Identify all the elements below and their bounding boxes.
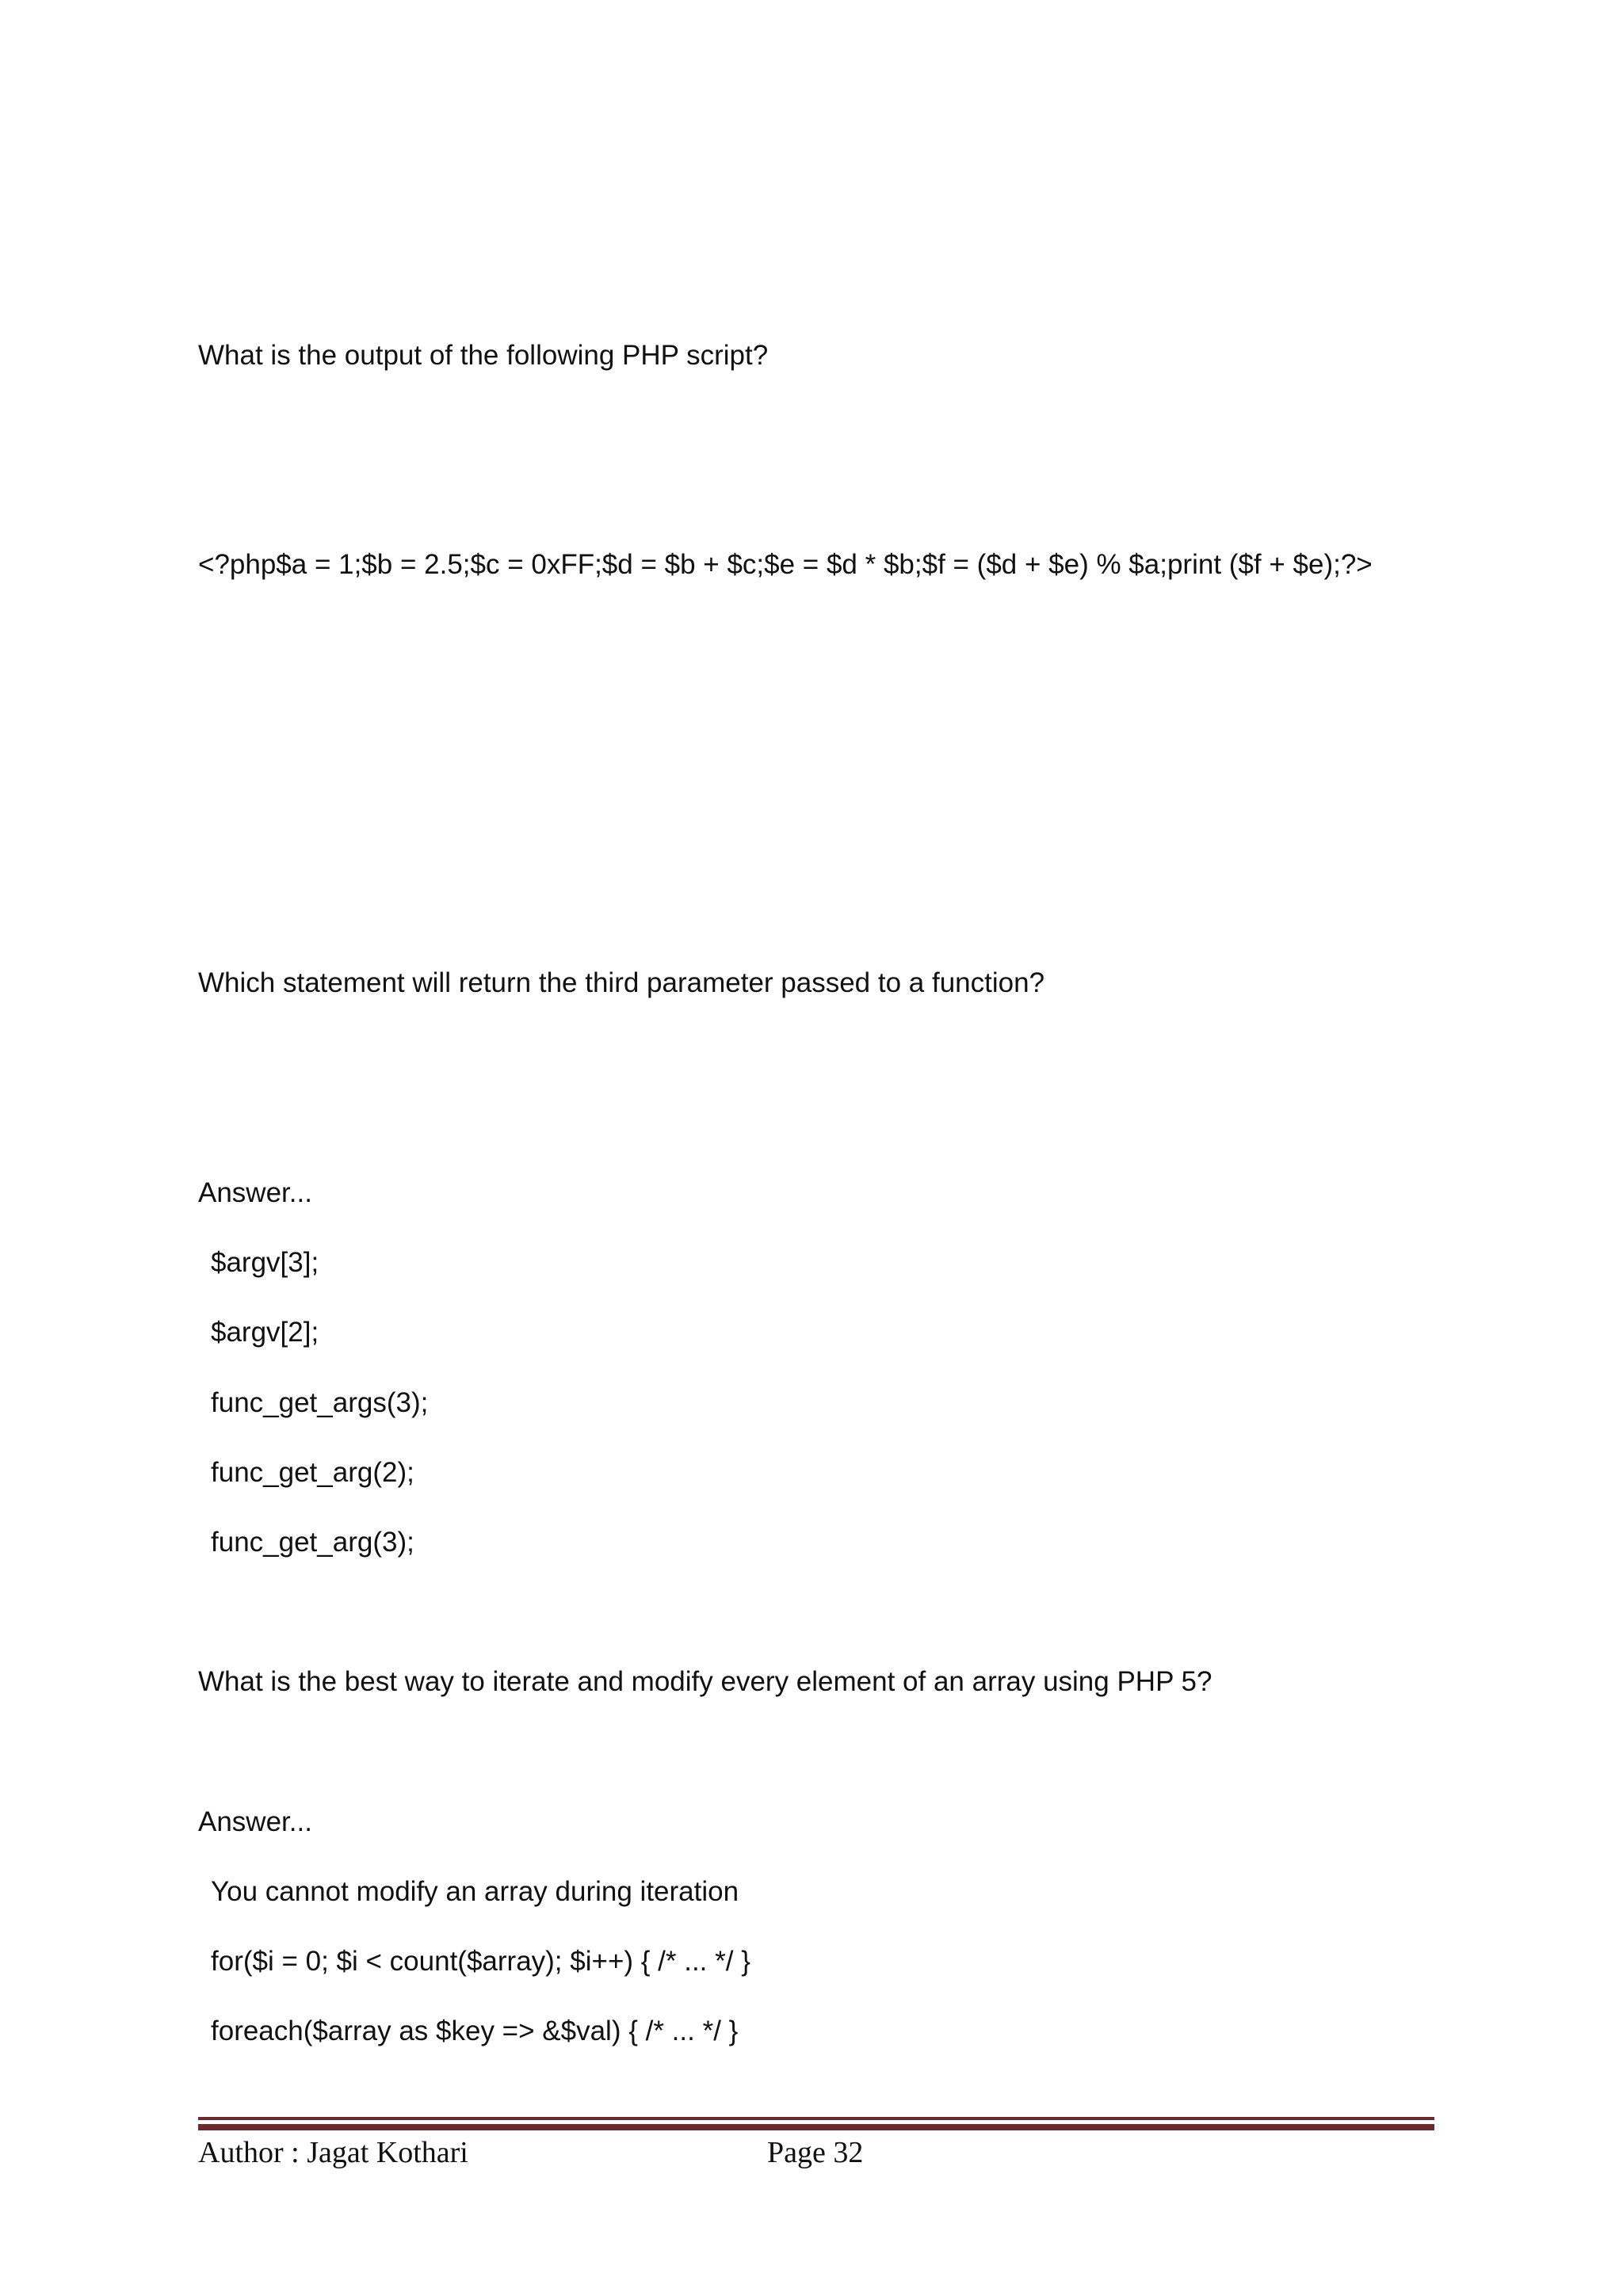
answer-option-5: func_get_arg(3); — [211, 1527, 414, 1558]
answer-label-1: Answer... — [198, 1177, 312, 1208]
answer-option-2: $argv[2]; — [211, 1317, 319, 1348]
answer-option-3: func_get_args(3); — [211, 1387, 429, 1418]
answer-label-2: Answer... — [198, 1806, 312, 1837]
answer-option-4: func_get_arg(2); — [211, 1457, 414, 1488]
footer-author: Author : Jagat Kothari — [198, 2136, 468, 2169]
footer-page-number: Page 32 — [767, 2136, 864, 2169]
question-2: Which statement will return the third parameter passed to a function? — [198, 967, 1045, 998]
answer-option-1: $argv[3]; — [211, 1247, 319, 1278]
question-1: What is the output of the following PHP script? — [198, 340, 769, 371]
answer-option-8: foreach($array as $key => &$val) { /* ... */ } — [211, 2016, 739, 2046]
answer-option-6: You cannot modify an array during iteration — [211, 1876, 739, 1907]
footer-divider-bottom — [198, 2124, 1434, 2130]
answer-option-7: for($i = 0; $i < count($array); $i++) { /* ... */ } — [211, 1946, 750, 1977]
footer-divider-top — [198, 2117, 1434, 2120]
code-snippet-1: <?php$a = 1;$b = 2.5;$c = 0xFF;$d = $b + $c;$e = $d * $b;$f = ($d + $e) % $a;print ($f + $e);?> — [198, 549, 1373, 580]
question-3: What is the best way to iterate and modify every element of an array using PHP 5? — [198, 1666, 1212, 1697]
